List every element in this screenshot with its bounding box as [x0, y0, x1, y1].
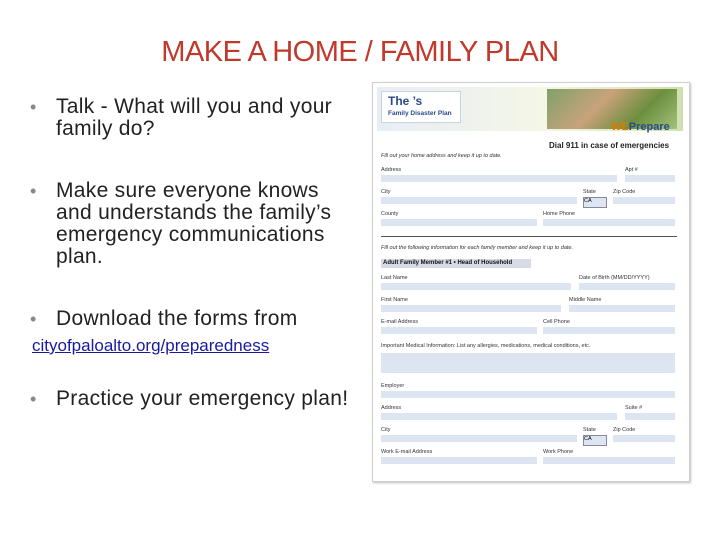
dob-field [579, 283, 675, 290]
family-disaster-plan-form-image [372, 82, 690, 482]
section-head-of-household: Adult Family Member #1 • Head of Household [381, 259, 531, 268]
email-field [381, 327, 537, 334]
label-apt: Apt # [625, 167, 638, 173]
zip-field [613, 197, 675, 204]
label-home-phone: Home Phone [543, 211, 576, 217]
label-work-city: City [381, 427, 391, 433]
last-name-field [381, 283, 571, 290]
bullet-text: Make sure everyone knows and understands the family’s emergency communications plan. [56, 179, 332, 268]
label-employer: Employer [381, 383, 405, 389]
label-medical-info: Important Medical Information: List any allergies, medications, medical conditions, etc. [381, 343, 591, 349]
form-subtitle: Family Disaster Plan [388, 110, 452, 117]
divider [381, 236, 677, 237]
member-intro-text: Fill out the following information for each family member and keep it up to date. [381, 245, 573, 251]
work-state-select: CA [583, 435, 607, 446]
state-select: CA [583, 197, 607, 208]
work-city-field [381, 435, 577, 442]
home-phone-field [543, 219, 675, 226]
suite-field [625, 413, 675, 420]
label-state: State [583, 189, 596, 195]
label-first-name: First Name [381, 297, 408, 303]
dial-911-text: Dial 911 in case of emergencies [549, 141, 670, 150]
bullet-dot-icon: • [30, 389, 37, 409]
bullet-text: Practice your emergency plan! [56, 387, 349, 410]
label-suite: Suite # [625, 405, 643, 411]
label-cell-phone: Cell Phone [543, 319, 570, 325]
first-name-field [381, 305, 561, 312]
label-work-zip: Zip Code [613, 427, 636, 433]
label-work-address: Address [381, 405, 402, 411]
slide-title: MAKE A HOME / FAMILY PLAN [161, 36, 559, 68]
label-email: E-mail Address [381, 319, 418, 325]
cell-phone-field [543, 327, 675, 334]
work-phone-field [543, 457, 675, 464]
address-field [381, 175, 617, 182]
employer-field [381, 391, 675, 398]
form-title-badge [381, 91, 461, 123]
bullet-text: Talk - What will you and your family do? [56, 95, 332, 140]
work-zip-field [613, 435, 675, 442]
label-work-state: State [583, 427, 596, 433]
work-email-field [381, 457, 537, 464]
medical-info-field [381, 353, 675, 373]
label-address: Address [381, 167, 402, 173]
label-zip: Zip Code [613, 189, 636, 195]
bullet-text: Download the forms from [56, 307, 298, 330]
bullet-dot-icon: • [30, 97, 37, 117]
bullet-dot-icon: • [30, 181, 37, 201]
label-work-email: Work E-mail Address [381, 449, 433, 455]
label-work-phone: Work Phone [543, 449, 574, 455]
county-field [381, 219, 537, 226]
apt-field [625, 175, 675, 182]
weprepare-logo: WEPrepare [611, 121, 670, 133]
preparedness-link[interactable]: cityofpaloalto.org/preparedness [32, 336, 270, 355]
bullet-dot-icon: • [30, 309, 37, 329]
label-last-name: Last Name [381, 275, 408, 281]
label-city: City [381, 189, 391, 195]
middle-name-field [569, 305, 675, 312]
label-county: County [381, 211, 399, 217]
label-dob: Date of Birth (MM/DD/YYYY) [579, 275, 650, 281]
form-title: The ’s [388, 94, 423, 108]
intro-text: Fill out your home address and keep it up to date. [381, 153, 502, 159]
work-address-field [381, 413, 617, 420]
city-field [381, 197, 577, 204]
label-middle-name: Middle Name [569, 297, 602, 303]
